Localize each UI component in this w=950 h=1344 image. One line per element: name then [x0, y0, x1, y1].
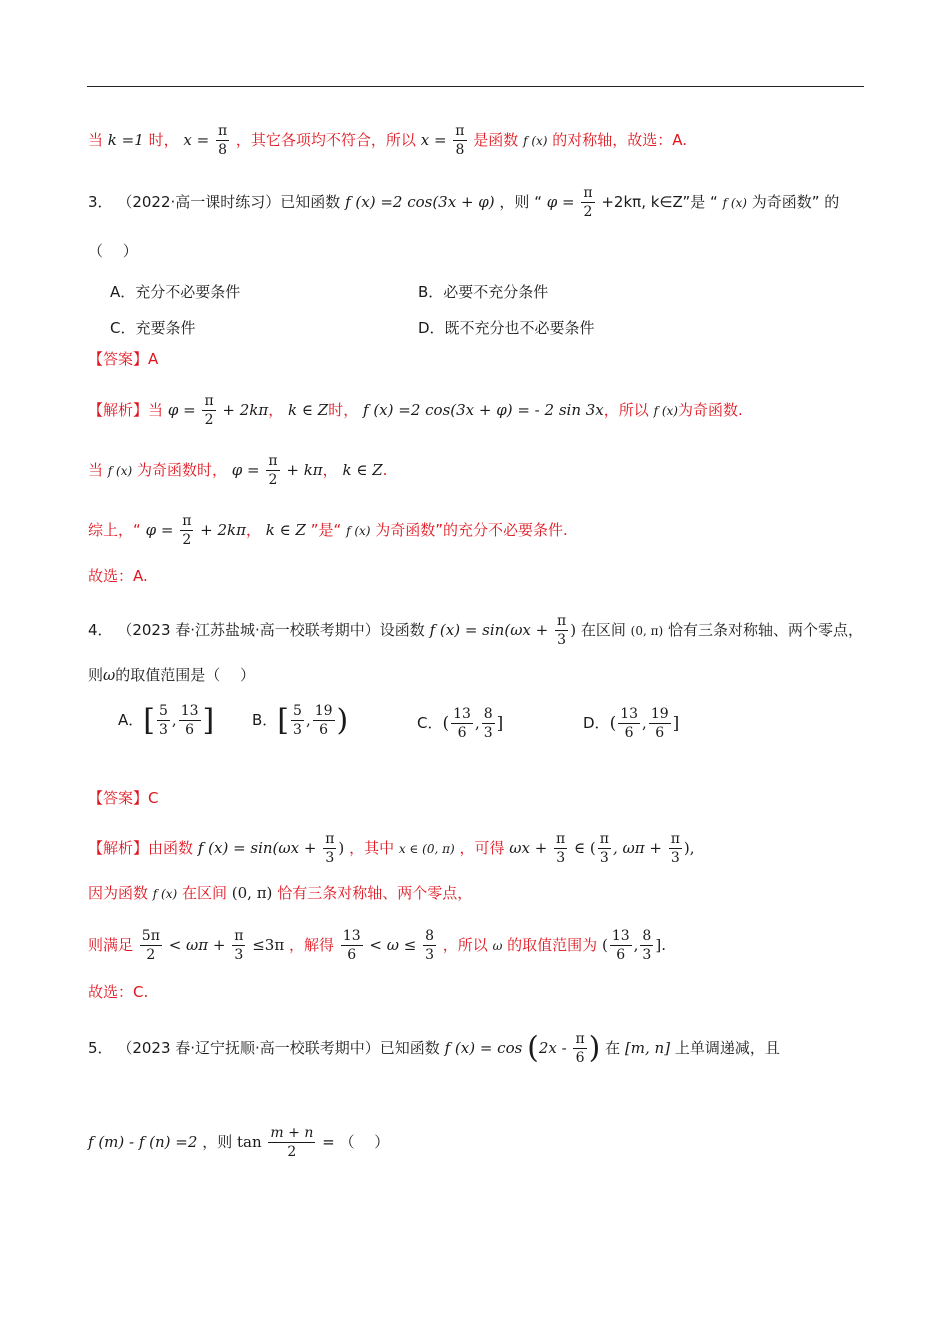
q3-choose: 故选：A. [88, 567, 148, 585]
q4-option-c[interactable]: C．( $\frac{13}{6}$ , $\frac{8}{3}$ ] [417, 706, 504, 741]
q4-choose: 故选：C. [88, 983, 149, 1001]
question-4-line-2: 则ω的取值范围是（ ） [88, 666, 256, 684]
question-4-stem: 4． （2023 春·江苏盐城·高一校联考期中）设函数 f (x) = sin(ωx + $\frac{\pi}{3}$ ) 在区间 (0, π) 恰有三条对称轴、两个零点， [88, 613, 863, 648]
q4-analysis-line-1: 【解析】由函数 f (x) = sin(ωx + $\frac{\pi}{3}$ ) ，其中 x ∈ (0, π) ，可得 ωx + $\frac{\pi}{3}$ ∈ ( $\frac{\pi}{3}$ , ωπ + $\frac{\pi}{3}$ ), [88, 831, 695, 866]
q3-analysis-line-1: 【解析】当 φ = $\frac{\pi}{2}$ + 2kπ， k ∈ Z时， f (x) =2 cos(3x + φ) = - 2 sin 3x，所以 f (x)为奇函数. [88, 393, 743, 428]
q4-option-b[interactable]: B．[ $\frac{5}{3}$ , $\frac{19}{6}$ ) [252, 703, 349, 738]
header-rule [87, 86, 864, 87]
q3-option-a[interactable]: A．充分不必要条件 [110, 283, 241, 301]
q4-analysis-line-3: 则满足 $\frac{5\pi}{2}$ < ωπ + $\frac{\pi}{3}$ ≤3π ，解得 $\frac{13}{6}$ < ω ≤ $\frac{8}{3}$ ，所以 ω 的取值范围为 ( $\frac{13}{6}$ , $\frac{8}{3}$ ]. [88, 928, 666, 963]
prev-solution-line: 当 k =1 时， x = $\frac{\pi}{8}$ ，其它各项均不符合，所以 x = $\frac{\pi}{8}$ 是函数 f (x) 的对称轴，故选：A. [88, 123, 688, 158]
q4-answer: 【答案】C [88, 789, 159, 807]
q3-analysis-line-3: 综上，“ φ = $\frac{\pi}{2}$ + 2kπ， k ∈ Z ”是“ f (x) 为奇函数”的充分不必要条件. [88, 513, 568, 548]
q3-option-c[interactable]: C．充要条件 [110, 319, 196, 337]
question-5-line-2: f (m) - f (n) =2 ，则 tan $\frac{m + n}{2}$ = （ ） [88, 1125, 390, 1160]
q3-answer: 【答案】A [88, 350, 159, 368]
q4-option-d[interactable]: D．( $\frac{13}{6}$ , $\frac{19}{6}$ ] [583, 706, 680, 741]
q3-analysis-line-2: 当 f (x) 为奇函数时， φ = $\frac{\pi}{2}$ + kπ， k ∈ Z. [88, 453, 388, 488]
question-5-stem: 5． （2023 春·辽宁抚顺·高一校联考期中）已知函数 f (x) = cos (2x - $\frac{\pi}{6}$ ) 在 [m, n] 上单调递减，且 [88, 1030, 780, 1066]
question-3-stem: 3． （2022·高一课时练习）已知函数 f (x) =2 cos(3x + φ) ，则 “ φ = $\frac{\pi}{2}$ +2kπ, k∈Z”是 “ f (x) 为奇函数” 的 [88, 185, 840, 220]
question-3-paren: （ ） [88, 242, 138, 260]
q4-option-a[interactable]: A．[ $\frac{5}{3}$ , $\frac{13}{6}$ ] [118, 703, 215, 738]
q3-option-b[interactable]: B．必要不充分条件 [418, 283, 549, 301]
q3-option-d[interactable]: D．既不充分也不必要条件 [418, 319, 595, 337]
q4-analysis-line-2: 因为函数 f (x) 在区间 (0, π) 恰有三条对称轴、两个零点， [88, 884, 473, 902]
